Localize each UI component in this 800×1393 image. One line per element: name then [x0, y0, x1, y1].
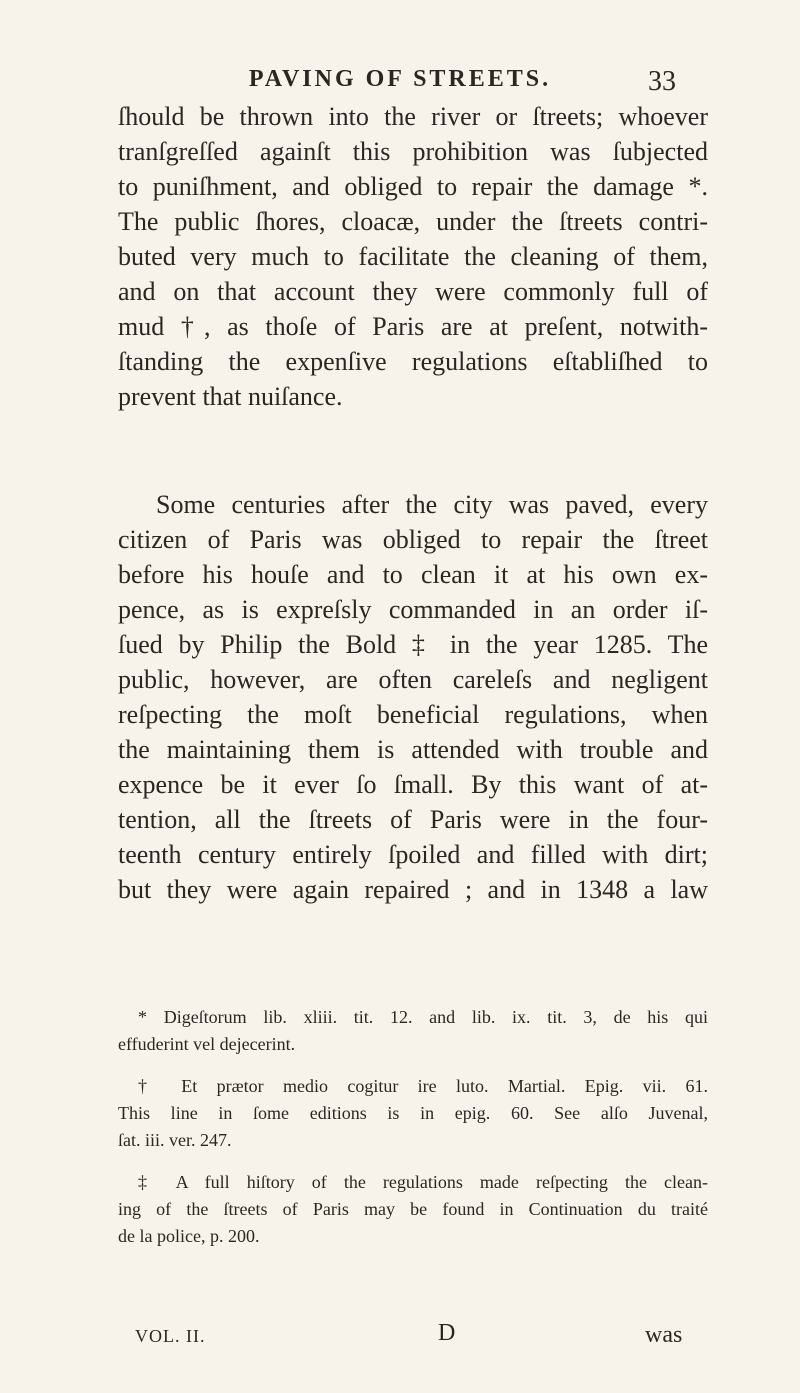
- running-title: PAVING OF STREETS.: [248, 66, 552, 92]
- signature-mark: D: [438, 1320, 456, 1346]
- text-line: pence, as is expreſsly commanded in an order iſ-: [118, 595, 708, 624]
- text-line: tention, all the ſtreets of Paris were in the four-: [118, 805, 708, 834]
- text-line: ſtanding the expenſive regulations eſtabliſhed to: [118, 347, 708, 376]
- footnote-line: This line in ſome editions is in epig. 60. See alſo Juvenal,: [118, 1103, 708, 1123]
- paragraph-1: [118, 99, 708, 414]
- text-line: before his houſe and to clean it at his own ex-: [118, 560, 708, 589]
- text-line: citizen of Paris was obliged to repair the ſtreet: [118, 525, 708, 554]
- text-line: and on that account they were commonly full of: [118, 277, 708, 306]
- text-line: The public ſhores, cloacæ, under the ſtreets contri-: [118, 207, 708, 236]
- text-line: tranſgreſſed againſt this prohibition was ſubjected: [118, 137, 708, 166]
- text-line: prevent that nuiſance.: [118, 382, 343, 411]
- footnote-2: [118, 1073, 708, 1154]
- text-line: teenth century entirely ſpoiled and filled with dirt;: [118, 840, 708, 869]
- text-line: ſhould be thrown into the river or ſtreets; whoever: [118, 102, 708, 131]
- page-number: 33: [648, 66, 676, 97]
- footnote-line: effuderint vel dejecerint.: [118, 1034, 296, 1054]
- footnotes: [118, 1004, 708, 1265]
- footnote-line: de la police, p. 200.: [118, 1226, 260, 1246]
- text-line: ſued by Philip the Bold ‡ in the year 1285. The: [118, 630, 708, 659]
- footnote-line: † Et prætor medio cogitur ire luto. Martial. Epig. vii. 61.: [138, 1076, 708, 1096]
- text-line: expence be it ever ſo ſmall. By this want of at-: [118, 770, 708, 799]
- footnote-1: [118, 1004, 708, 1058]
- text-line: mud †, as thoſe of Paris are at preſent, notwith-: [118, 312, 708, 341]
- text-line: public, however, are often careleſs and negligent: [118, 665, 708, 694]
- text-line: buted very much to facilitate the cleaning of them,: [118, 242, 708, 271]
- text-line: reſpecting the moſt beneficial regulations, when: [118, 700, 708, 729]
- catchword: was: [645, 1322, 683, 1348]
- paragraph-2: [118, 487, 708, 907]
- volume-label: VOL. II.: [135, 1326, 206, 1346]
- footnote-3: [118, 1169, 708, 1250]
- text-line: the maintaining them is attended with trouble and: [118, 735, 708, 764]
- footnote-line: * Digeſtorum lib. xliii. tit. 12. and lib. ix. tit. 3, de his qui: [138, 1007, 708, 1027]
- footnote-line: ſat. iii. ver. 247.: [118, 1130, 232, 1150]
- footnote-line: ing of the ſtreets of Paris may be found in Continuation du traité: [118, 1199, 708, 1219]
- text-line: but they were again repaired ; and in 1348 a law: [118, 875, 708, 904]
- footnote-line: ‡ A full hiſtory of the regulations made reſpecting the clean-: [138, 1172, 708, 1192]
- text-line: Some centuries after the city was paved, every: [156, 490, 708, 519]
- text-line: to puniſhment, and obliged to repair the damage *.: [118, 172, 708, 201]
